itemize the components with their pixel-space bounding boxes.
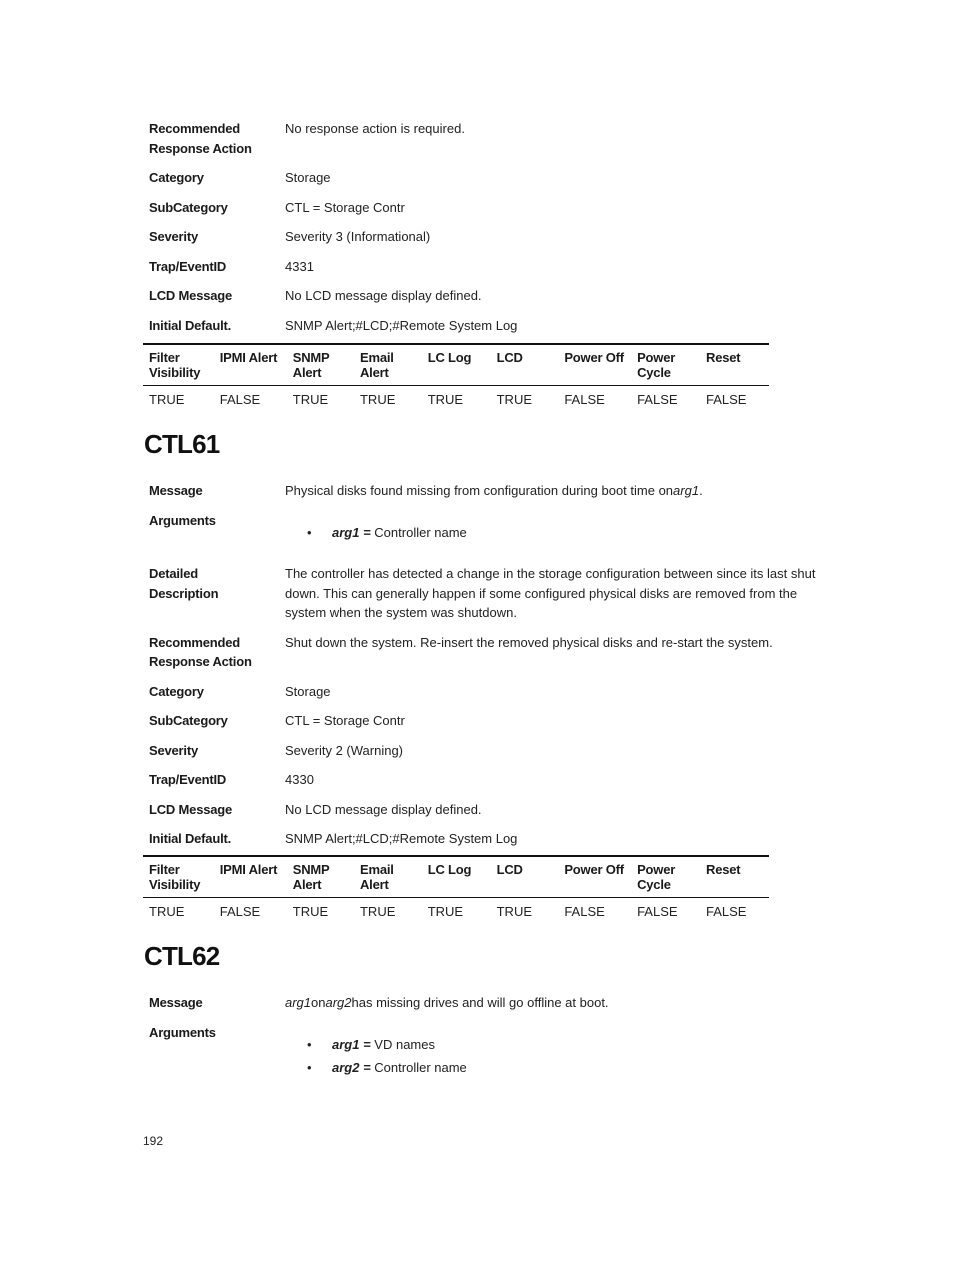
argument-description: Controller name [374,1060,467,1075]
table-cell: FALSE [637,392,678,407]
detail-label: Severity [149,229,198,244]
ctl62-arguments-row [149,1023,829,1079]
detail-label: Initial Default. [149,317,232,333]
table-cell: TRUE [359,904,396,919]
message-text: has missing drives and will go offline at boot. [351,995,609,1010]
column-header: Filter Visibility [149,350,201,380]
detail-value: Severity 3 (Informational) [285,229,431,244]
message-arg: arg1 [673,483,700,498]
detail-row [149,829,829,849]
message-arg1: arg1 [285,995,312,1010]
detail-value: CTL = Storage Contr [285,713,405,728]
list-item [285,1033,829,1056]
argument-name: arg1 = [332,525,371,540]
detail-label: Severity [149,742,198,758]
argument-name: arg1 = [332,1037,371,1052]
column-header: IPMI Alert [219,350,278,365]
column-header: Reset [706,862,741,877]
column-header: IPMI Alert [219,862,278,877]
column-header: Power Cycle [637,862,676,892]
list-item [285,1056,829,1079]
table-cell: TRUE [149,392,185,407]
column-header: LC Log [427,862,472,877]
visibility-table-2 [143,855,769,920]
table-cell: TRUE [359,392,396,407]
detail-label: Recommended Response Action [149,121,252,156]
detail-row [149,227,829,247]
section-title-ctl62: CTL62 [144,941,220,971]
message-arg2: arg2 [325,995,352,1010]
detail-label: Initial Default. [149,831,232,846]
detail-row [149,800,829,820]
column-header: SNMP Alert [292,350,330,380]
ctl61-arguments-row [149,511,829,544]
visibility-table-1 [143,343,769,408]
detail-value: 4331 [285,258,314,274]
argument-list [285,1033,829,1079]
detail-label: Recommended Response Action [149,634,252,669]
column-header: Power Off [564,862,624,877]
ctl62-message-row [149,993,829,1013]
table-cell: TRUE [427,904,464,919]
table-cell: TRUE [149,904,185,919]
arguments-label: Arguments [149,513,216,528]
table-row [143,898,769,921]
column-header: Power Cycle [637,350,676,380]
detail-row [149,286,829,306]
message-value [285,481,829,501]
detail-label: LCD Message [149,288,233,303]
arguments-label: Arguments [149,1025,216,1040]
table-cell: TRUE [496,904,532,919]
detail-row [149,633,829,672]
ctl61-event-details [149,564,829,849]
message-end: . [699,483,703,498]
detail-label: LCD Message [149,801,233,817]
table-cell: FALSE [564,392,605,407]
page-number: 192 [143,1134,164,1148]
table-cell: FALSE [219,392,261,407]
detail-row [149,741,829,761]
column-header: Email Alert [359,350,394,380]
table-cell: FALSE [637,904,678,919]
argument-list [285,521,829,544]
detail-value: No LCD message display defined. [285,801,482,817]
detail-value: SNMP Alert;#LCD;#Remote System Log [285,317,518,333]
table-row [143,386,769,409]
table-cell: TRUE [496,392,532,407]
detail-label: SubCategory [149,199,228,215]
detail-value: Severity 2 (Warning) [285,742,403,758]
message-label: Message [149,995,203,1010]
column-header: LCD [496,350,523,365]
list-item [285,521,829,544]
column-header: SNMP Alert [292,862,330,892]
table-cell: FALSE [219,904,261,919]
detail-row [149,119,829,158]
column-header: Reset [706,350,741,365]
section-title-ctl61: CTL61 [144,429,220,459]
table-cell: TRUE [427,392,464,407]
message-value [285,993,829,1013]
detail-value: SNMP Alert;#LCD;#Remote System Log [285,831,518,846]
argument-description: Controller name [374,525,467,540]
detail-row [149,168,829,188]
message-label: Message [149,483,203,498]
column-header: LCD [496,862,523,877]
message-text: Physical disks found missing from configuration during boot time on [285,483,674,498]
detail-value: No LCD message display defined. [285,288,482,303]
detail-label: Trap/EventID [149,258,227,274]
message-on: on [311,995,326,1010]
detail-label: SubCategory [149,713,228,728]
detail-label: Category [149,683,204,699]
detail-label: Trap/EventID [149,772,227,787]
detail-value: No response action is required. [285,121,465,136]
detail-row [149,770,829,790]
table-cell: FALSE [706,392,747,407]
detail-row [149,316,829,336]
argument-name: arg2 = [332,1060,371,1075]
detail-label: Detailed Description [149,566,219,601]
detail-row [149,564,829,623]
detail-value: 4330 [285,772,314,787]
table-cell: TRUE [292,392,329,407]
detail-value: Shut down the system. Re-insert the removed physical disks and re-start the system. [285,634,773,650]
column-header: LC Log [427,350,472,365]
detail-row [149,257,829,277]
detail-value: Storage [285,683,331,699]
column-header: Power Off [564,350,624,365]
table-cell: FALSE [564,904,605,919]
table-cell: TRUE [292,904,329,919]
column-header: Email Alert [359,862,394,892]
argument-description: VD names [374,1037,435,1052]
detail-label: Category [149,170,204,185]
detail-value: The controller has detected a change in the storage configuration between since its last shut down. This can generally happen if some configured physical disks are removed from the system when the system was shutdown. [285,566,816,620]
detail-row [149,711,829,731]
detail-value: CTL = Storage Contr [285,199,405,215]
column-header: Filter Visibility [149,862,201,892]
table-cell: FALSE [706,904,747,919]
detail-row [149,198,829,218]
detail-row [149,682,829,702]
ctl61-message-row [149,481,829,501]
detail-value: Storage [285,170,331,185]
top-event-details [149,119,829,335]
